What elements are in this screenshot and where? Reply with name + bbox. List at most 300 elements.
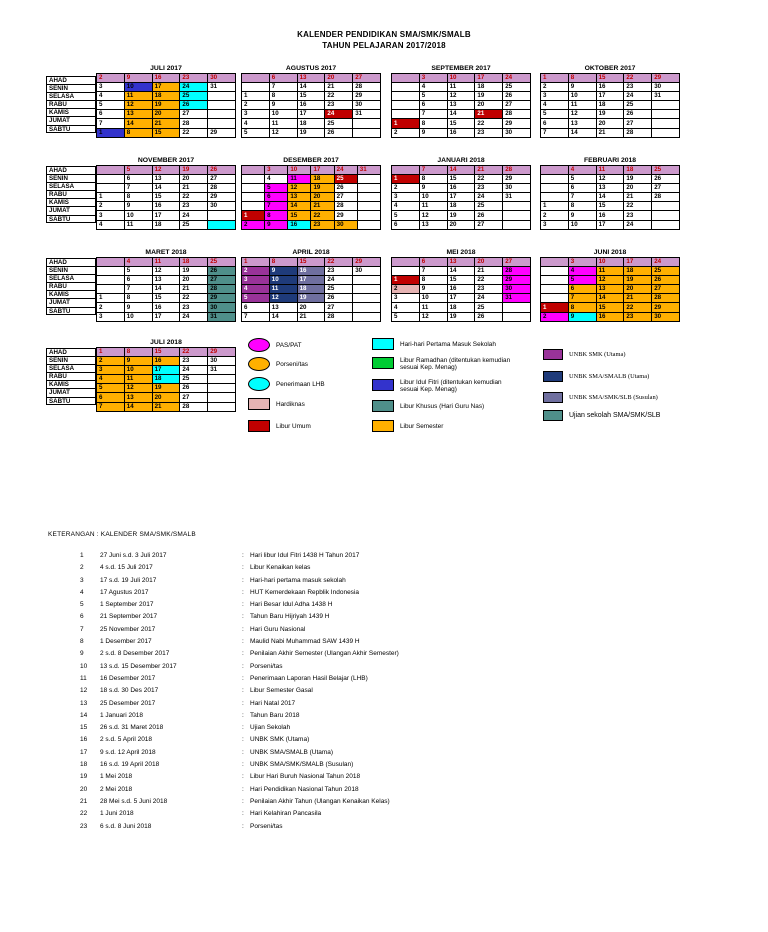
day-cell: 14 xyxy=(596,294,624,303)
day-cell: 13 xyxy=(124,393,152,402)
day-cell: 3 xyxy=(419,74,447,83)
separator-colon: : xyxy=(242,687,244,695)
keterangan-date: 25 November 2017 xyxy=(100,625,156,633)
day-cell xyxy=(353,276,381,285)
day-cell: 11 xyxy=(124,375,152,384)
day-cell: 18 xyxy=(624,166,652,175)
keterangan-date: 2 s.d. 8 Desember 2017 xyxy=(100,650,170,658)
day-cell: 12 xyxy=(124,101,152,110)
separator-colon: : xyxy=(242,638,244,646)
day-cell: 11 xyxy=(269,119,297,128)
separator-colon: : xyxy=(242,810,244,818)
day-cell: 31 xyxy=(208,366,236,375)
day-cell: 22 xyxy=(624,74,652,83)
day-cell: 21 xyxy=(325,83,353,92)
day-cell: 13 xyxy=(288,193,311,202)
teal-swatch-icon xyxy=(372,400,394,412)
keterangan-number: 18 xyxy=(80,761,88,769)
day-cell: 31 xyxy=(652,92,680,101)
day-cell: 26 xyxy=(624,110,652,119)
day-cell: 11 xyxy=(596,166,624,175)
day-cell: 25 xyxy=(180,220,208,229)
keterangan-date: 4 s.d. 15 Juli 2017 xyxy=(100,564,153,572)
day-cell: 28 xyxy=(353,83,381,92)
day-cell: 29 xyxy=(503,175,531,184)
legend-libur-semester xyxy=(372,420,443,432)
day-cell: 26 xyxy=(325,128,353,137)
day-cell: 18 xyxy=(624,267,652,276)
day-cell: 21 xyxy=(475,110,503,119)
keterangan-number: 16 xyxy=(80,736,88,744)
month-name: JULI 2017 xyxy=(150,65,182,72)
month-9 xyxy=(241,248,381,322)
day-cell: 27 xyxy=(652,285,680,294)
month-0 xyxy=(96,64,236,138)
day-cell: 10 xyxy=(269,276,297,285)
day-cell: 6 xyxy=(97,110,125,119)
day-cell: 29 xyxy=(208,294,236,303)
day-cell: 9 xyxy=(265,220,288,229)
day-cell: 21 xyxy=(297,312,325,321)
legend-label: Libur Semester xyxy=(400,422,444,430)
month-10 xyxy=(391,248,531,322)
day-cell: 29 xyxy=(652,74,680,83)
keterangan-date: 1 Juni 2018 xyxy=(100,810,134,818)
legend-label: UNBK SMA/SMALB (Utama) xyxy=(569,373,650,380)
month-grid xyxy=(96,257,236,322)
day-cell: 25 xyxy=(475,202,503,211)
day-cell: 25 xyxy=(652,166,680,175)
day-cell: 9 xyxy=(568,83,596,92)
day-cell: 12 xyxy=(124,384,152,393)
day-cell: 16 xyxy=(596,83,624,92)
day-cell: 4 xyxy=(97,375,125,384)
day-cell: 12 xyxy=(419,312,447,321)
legend-label: Hari-hari Pertama Masuk Sekolah xyxy=(400,340,496,348)
day-cell: 4 xyxy=(242,285,270,294)
day-cell: 5 xyxy=(419,92,447,101)
day-cell: 25 xyxy=(652,267,680,276)
red-swatch-icon xyxy=(248,420,270,432)
day-cell: 3 xyxy=(541,220,569,229)
day-cell: 5 xyxy=(242,128,270,137)
separator-colon: : xyxy=(242,761,244,769)
day-label: RABU xyxy=(46,282,96,290)
day-cell: 27 xyxy=(325,303,353,312)
keterangan-date: 26 s.d. 31 Maret 2018 xyxy=(100,724,164,732)
day-cell: 29 xyxy=(652,303,680,312)
day-cell: 21 xyxy=(152,402,180,411)
legend-label: Porseni/tas xyxy=(276,360,308,368)
day-cell: 15 xyxy=(288,211,311,220)
month-name: DESEMBER 2017 xyxy=(283,157,339,164)
day-cell: 8 xyxy=(568,202,596,211)
day-cell: 25 xyxy=(180,92,208,101)
day-cell xyxy=(208,211,236,220)
day-cell: 23 xyxy=(624,83,652,92)
day-cell: 23 xyxy=(180,303,208,312)
day-cell: 7 xyxy=(419,267,447,276)
day-cell: 1 xyxy=(97,193,125,202)
keterangan-text: Libur Kenaikan kelas xyxy=(250,564,311,572)
keterangan-text: Penilaian Akhir Tahun (Ulangan Kenaikan Kelas) xyxy=(250,797,390,805)
day-cell xyxy=(392,267,420,276)
separator-colon: : xyxy=(242,773,244,781)
day-cell: 4 xyxy=(392,202,420,211)
day-cell: 11 xyxy=(269,285,297,294)
month-4 xyxy=(96,156,236,230)
legend-libur-idul xyxy=(372,379,512,393)
day-cell: 26 xyxy=(208,267,236,276)
separator-colon: : xyxy=(242,625,244,633)
day-cell: 10 xyxy=(568,220,596,229)
day-cell: 19 xyxy=(596,110,624,119)
keterangan-number: 23 xyxy=(80,822,88,830)
day-cell: 28 xyxy=(180,402,208,411)
day-cell xyxy=(353,294,381,303)
day-label: JUMAT xyxy=(46,116,96,124)
month-grid xyxy=(391,257,531,322)
month-2 xyxy=(391,64,531,138)
day-cell: 9 xyxy=(568,211,596,220)
day-cell: 21 xyxy=(180,184,208,193)
day-cell: 26 xyxy=(652,175,680,184)
day-cell: 17 xyxy=(475,74,503,83)
day-cell xyxy=(503,220,531,229)
day-cell: 16 xyxy=(447,128,475,137)
keterangan-text: Maulid Nabi Muhammad SAW 1439 H xyxy=(250,638,360,646)
day-cell: 19 xyxy=(297,128,325,137)
day-cell: 29 xyxy=(503,119,531,128)
day-cell: 18 xyxy=(447,202,475,211)
day-cell: 11 xyxy=(124,220,152,229)
day-cell: 30 xyxy=(503,184,531,193)
day-cell: 17 xyxy=(152,366,180,375)
day-cell: 19 xyxy=(311,184,334,193)
day-cell: 20 xyxy=(152,393,180,402)
day-cell xyxy=(541,175,569,184)
day-cell: 23 xyxy=(624,312,652,321)
legend-hari-pertama xyxy=(372,338,496,350)
day-label: SABTU xyxy=(46,125,96,133)
teal-pattern-icon xyxy=(543,410,563,421)
day-cell: 15 xyxy=(596,74,624,83)
day-cell: 13 xyxy=(124,110,152,119)
day-cell: 1 xyxy=(97,294,125,303)
keterangan-date: 9 s.d. 12 April 2018 xyxy=(100,748,156,756)
day-cell: 30 xyxy=(208,74,236,83)
day-cell: 24 xyxy=(475,294,503,303)
day-cell: 15 xyxy=(152,294,180,303)
day-cell: 25 xyxy=(325,119,353,128)
keterangan-text: Hari libur Idul Fitri 1438 H Tahun 2017 xyxy=(250,552,360,559)
day-cell: 30 xyxy=(208,202,236,211)
day-cell: 4 xyxy=(97,92,125,101)
day-label: JUMAT xyxy=(46,298,96,306)
day-cell: 29 xyxy=(503,276,531,285)
month-grid xyxy=(96,347,236,412)
day-cell: 9 xyxy=(419,128,447,137)
day-cell: 7 xyxy=(419,166,447,175)
slate-swatch-icon xyxy=(543,392,563,403)
day-cell: 3 xyxy=(242,110,270,119)
day-label: SABTU xyxy=(46,215,96,223)
day-cell: 15 xyxy=(447,175,475,184)
day-cell: 2 xyxy=(541,211,569,220)
keterangan-date: 17 Agustus 2017 xyxy=(100,588,149,596)
day-cell: 29 xyxy=(353,92,381,101)
day-cell: 15 xyxy=(152,128,180,137)
keterangan-title: KETERANGAN : KALENDER SMA/SMK/SMALB xyxy=(48,531,196,538)
day-labels xyxy=(46,166,96,223)
keterangan-date: 1 Mei 2018 xyxy=(100,773,133,781)
day-cell: 4 xyxy=(419,83,447,92)
day-cell: 1 xyxy=(242,92,270,101)
day-cell xyxy=(242,74,270,83)
day-cell xyxy=(97,285,125,294)
day-cell: 22 xyxy=(475,276,503,285)
keterangan-text: Hari Natal 2017 xyxy=(250,699,296,707)
day-cell: 27 xyxy=(180,393,208,402)
day-cell: 24 xyxy=(475,193,503,202)
day-cell: 8 xyxy=(124,193,152,202)
day-cell xyxy=(541,285,569,294)
day-cell xyxy=(208,402,236,411)
day-cell: 20 xyxy=(475,101,503,110)
day-cell: 22 xyxy=(325,92,353,101)
separator-colon: : xyxy=(242,699,244,707)
day-cell xyxy=(392,92,420,101)
day-cell: 28 xyxy=(652,294,680,303)
day-label: AHAD xyxy=(46,348,96,356)
keterangan-text: UNBK SMA/SMK/SMALB (Susulan) xyxy=(250,761,354,769)
day-cell: 6 xyxy=(124,276,152,285)
day-cell: 19 xyxy=(475,92,503,101)
legend-porseni xyxy=(248,357,308,371)
day-cell: 10 xyxy=(269,110,297,119)
month-name: JANUARI 2018 xyxy=(437,157,485,164)
day-cell: 14 xyxy=(152,285,180,294)
keterangan-number: 8 xyxy=(80,638,84,646)
day-cell xyxy=(242,166,265,175)
day-cell: 10 xyxy=(124,312,152,321)
keterangan-date: 18 s.d. 30 Des 2017 xyxy=(100,687,159,695)
day-cell: 17 xyxy=(297,110,325,119)
day-cell: 5 xyxy=(265,184,288,193)
day-cell xyxy=(353,312,381,321)
day-cell xyxy=(97,184,125,193)
day-cell: 8 xyxy=(568,303,596,312)
day-cell: 4 xyxy=(124,258,152,267)
day-cell: 24 xyxy=(652,258,680,267)
day-cell xyxy=(357,202,380,211)
day-label: KAMIS xyxy=(46,198,96,206)
day-cell xyxy=(357,211,380,220)
day-cell: 28 xyxy=(208,285,236,294)
day-cell: 26 xyxy=(325,294,353,303)
month-name: APRIL 2018 xyxy=(292,249,330,256)
day-cell xyxy=(97,258,125,267)
day-cell: 2 xyxy=(97,74,125,83)
day-cell: 2 xyxy=(242,220,265,229)
separator-colon: : xyxy=(242,736,244,744)
day-cell: 9 xyxy=(124,202,152,211)
day-cell: 23 xyxy=(180,357,208,366)
day-cell: 3 xyxy=(97,83,125,92)
day-cell: 21 xyxy=(180,285,208,294)
month-grid xyxy=(391,165,531,230)
day-cell: 19 xyxy=(447,211,475,220)
month-6 xyxy=(391,156,531,230)
day-cell: 26 xyxy=(180,101,208,110)
legend-label: Libur Umum xyxy=(276,422,311,430)
day-cell: 19 xyxy=(624,175,652,184)
day-cell: 14 xyxy=(152,184,180,193)
month-grid xyxy=(96,165,236,230)
day-cell: 8 xyxy=(124,128,152,137)
day-cell: 6 xyxy=(265,193,288,202)
day-cell: 5 xyxy=(568,175,596,184)
day-cell: 6 xyxy=(392,220,420,229)
day-cell xyxy=(242,83,270,92)
day-cell: 19 xyxy=(152,101,180,110)
day-cell: 6 xyxy=(568,285,596,294)
day-label: RABU xyxy=(46,190,96,198)
day-cell: 23 xyxy=(475,184,503,193)
day-cell xyxy=(97,166,125,175)
day-label: SABTU xyxy=(46,397,96,405)
day-cell xyxy=(208,110,236,119)
day-cell: 17 xyxy=(447,294,475,303)
day-cell: 16 xyxy=(152,202,180,211)
separator-colon: : xyxy=(242,785,244,793)
day-cell: 23 xyxy=(325,101,353,110)
legend-unbk-sma xyxy=(543,371,649,382)
day-cell: 5 xyxy=(568,276,596,285)
keterangan-text: UNBK SMK (Utama) xyxy=(250,736,310,744)
day-label: AHAD xyxy=(46,258,96,266)
separator-colon: : xyxy=(242,724,244,732)
day-labels xyxy=(46,76,96,133)
month-name: OKTOBER 2017 xyxy=(584,65,636,72)
day-cell: 2 xyxy=(541,312,569,321)
day-cell: 19 xyxy=(152,384,180,393)
month-name: JUNI 2018 xyxy=(593,249,627,256)
keterangan-text: Penerimaan Laporan Hasil Belajar (LHB) xyxy=(250,674,368,682)
day-cell: 28 xyxy=(652,193,680,202)
day-cell: 18 xyxy=(152,375,180,384)
legend-label: Libur Ramadhan (ditentukan kemudian sesuai Kep. Menag) xyxy=(400,357,511,371)
day-cell xyxy=(353,119,381,128)
day-cell: 30 xyxy=(503,285,531,294)
keterangan-date: 16 s.d. 19 April 2018 xyxy=(100,761,160,769)
day-cell: 14 xyxy=(447,110,475,119)
day-cell: 5 xyxy=(124,166,152,175)
day-cell: 14 xyxy=(447,166,475,175)
keterangan-date: 21 September 2017 xyxy=(100,613,158,621)
day-cell xyxy=(652,202,680,211)
day-label: SENIN xyxy=(46,266,96,274)
day-cell: 29 xyxy=(334,211,357,220)
day-cell: 22 xyxy=(180,128,208,137)
day-cell: 10 xyxy=(124,83,152,92)
month-8 xyxy=(96,248,236,322)
month-grid xyxy=(241,257,381,322)
day-cell: 8 xyxy=(269,258,297,267)
day-cell: 12 xyxy=(596,175,624,184)
day-cell: 5 xyxy=(392,211,420,220)
separator-colon: : xyxy=(242,552,244,559)
keterangan-number: 11 xyxy=(80,674,87,682)
day-cell: 21 xyxy=(624,193,652,202)
keterangan-date: 13 s.d. 15 Desember 2017 xyxy=(100,662,177,670)
day-cell: 21 xyxy=(475,166,503,175)
day-cell: 20 xyxy=(447,220,475,229)
day-cell: 17 xyxy=(624,258,652,267)
day-label: SENIN xyxy=(46,84,96,92)
navy-pattern-icon xyxy=(543,371,563,382)
day-cell: 2 xyxy=(97,303,125,312)
day-cell: 14 xyxy=(297,83,325,92)
day-cell: 2 xyxy=(392,184,420,193)
day-cell: 25 xyxy=(334,175,357,184)
day-cell: 21 xyxy=(152,119,180,128)
day-label: KAMIS xyxy=(46,290,96,298)
day-cell: 9 xyxy=(269,101,297,110)
day-cell: 6 xyxy=(97,393,125,402)
day-cell: 6 xyxy=(568,184,596,193)
day-cell: 9 xyxy=(419,184,447,193)
day-cell: 22 xyxy=(624,303,652,312)
day-cell: 3 xyxy=(242,276,270,285)
day-cell: 14 xyxy=(288,202,311,211)
day-cell: 3 xyxy=(265,166,288,175)
keterangan-date: 17 s.d. 19 Juli 2017 xyxy=(100,576,157,584)
day-cell: 1 xyxy=(541,202,569,211)
day-cell: 11 xyxy=(419,303,447,312)
day-cell xyxy=(541,276,569,285)
day-cell: 14 xyxy=(568,128,596,137)
month-name: SEPTEMBER 2017 xyxy=(431,65,491,72)
day-cell: 21 xyxy=(311,202,334,211)
day-cell: 24 xyxy=(624,220,652,229)
day-cell: 5 xyxy=(242,294,270,303)
day-label: RABU xyxy=(46,372,96,380)
day-cell: 16 xyxy=(447,285,475,294)
month-grid xyxy=(241,73,381,138)
separator-colon: : xyxy=(242,650,244,658)
day-cell: 14 xyxy=(269,312,297,321)
day-cell xyxy=(208,375,236,384)
keterangan-date: 1 Desember 2017 xyxy=(100,638,152,646)
day-cell: 8 xyxy=(265,211,288,220)
day-cell xyxy=(541,258,569,267)
day-cell: 4 xyxy=(541,101,569,110)
day-cell: 7 xyxy=(265,202,288,211)
day-cell xyxy=(652,220,680,229)
day-cell: 8 xyxy=(568,74,596,83)
day-cell: 28 xyxy=(208,184,236,193)
day-cell: 3 xyxy=(568,258,596,267)
day-cell: 10 xyxy=(568,92,596,101)
day-cell: 19 xyxy=(297,294,325,303)
day-cell: 9 xyxy=(568,312,596,321)
day-cell: 16 xyxy=(288,220,311,229)
day-cell xyxy=(503,312,531,321)
day-cell xyxy=(353,128,381,137)
legend-unbk-susulan xyxy=(543,392,658,403)
day-cell xyxy=(242,193,265,202)
